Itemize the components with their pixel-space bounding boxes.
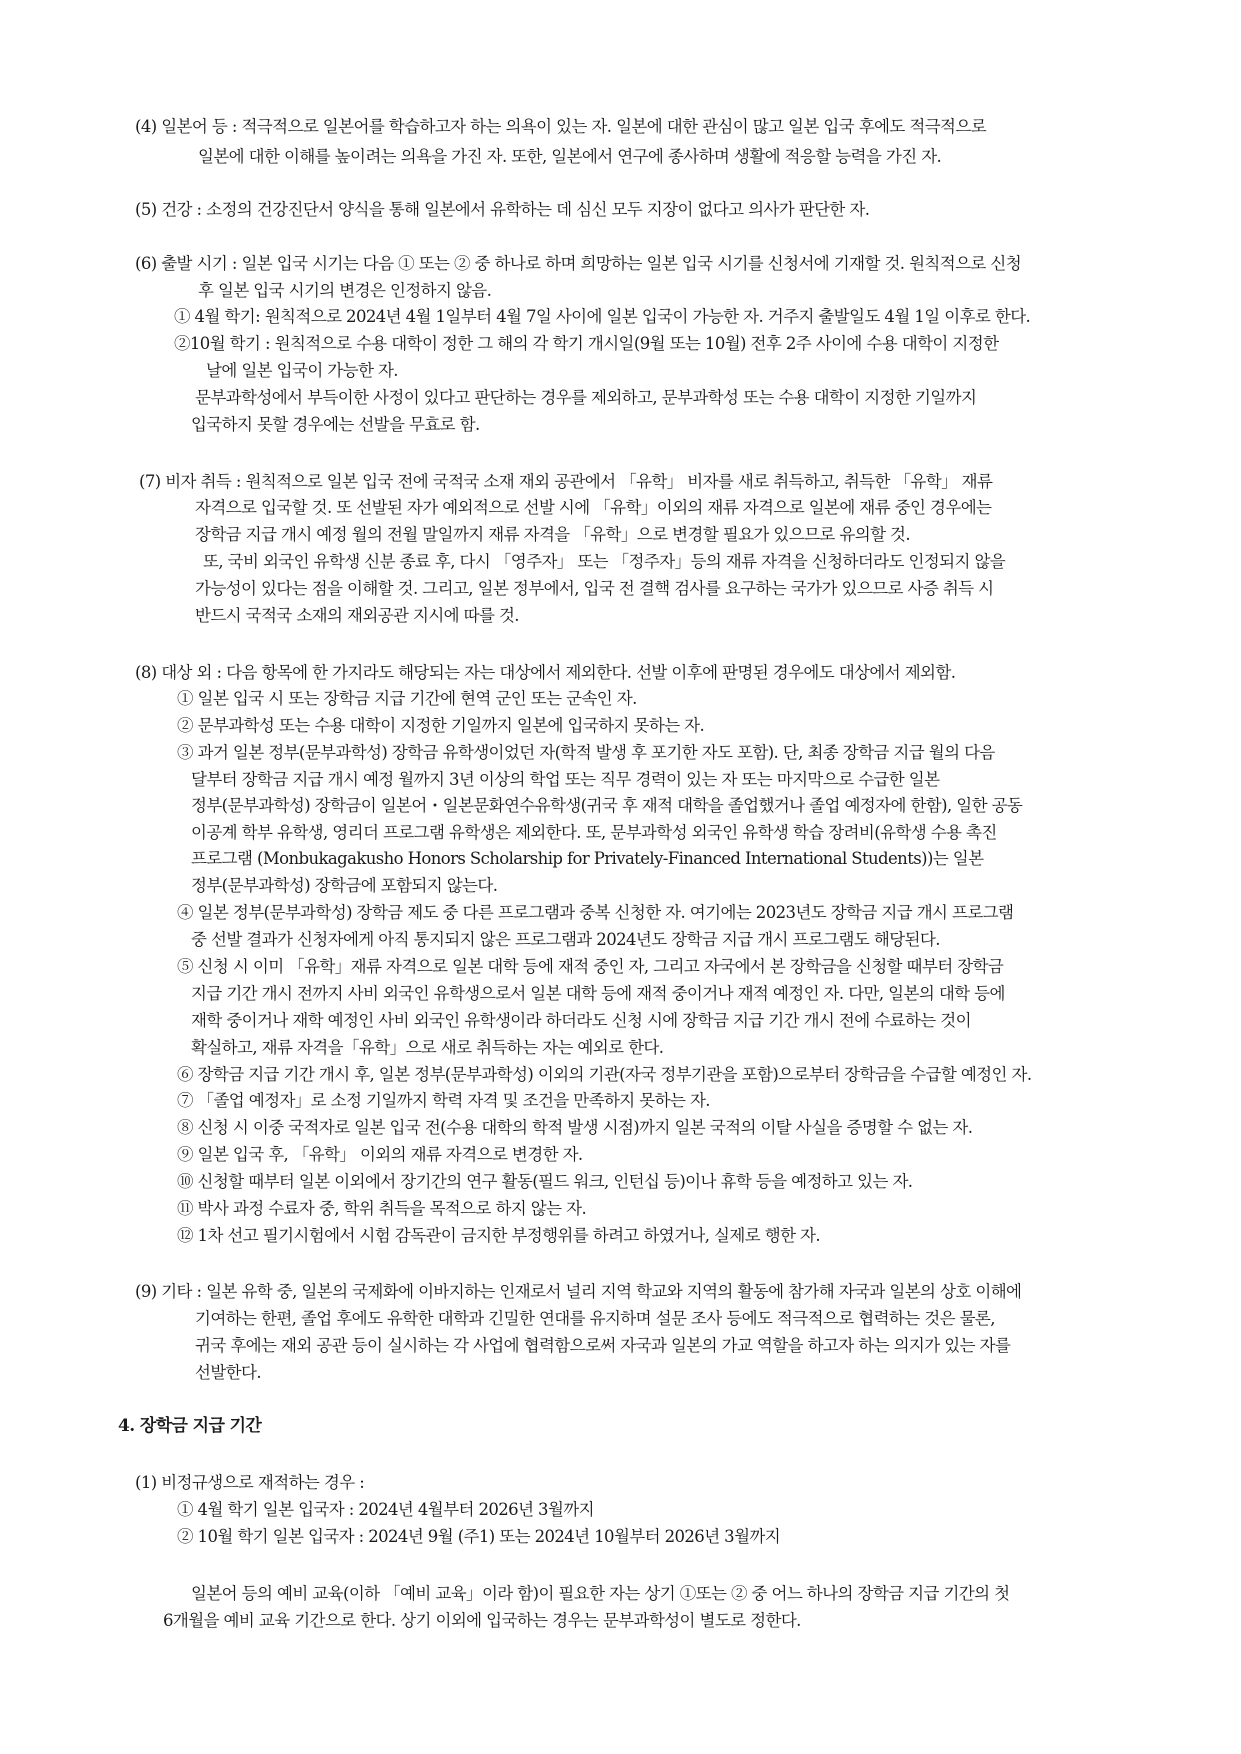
section-4-line-1: (4) 일본어 등 : 적극적으로 일본어를 학습하고자 하는 의욕이 있는 자. 일본에 대한 관심이 많고 일본 입국 후에도 적극적으로 bbox=[135, 117, 987, 136]
section-9-line-3: 귀국 후에는 재외 공관 등이 실시하는 각 사업에 협력함으로써 자국과 일본의 가교 역할을 하고자 하는 의지가 있는 자를 bbox=[195, 1336, 1011, 1355]
period-1-line-4: 일본어 등의 예비 교육(이하 「예비 교육」이라 함)이 필요한 자는 상기 ①또는 ② 중 어느 하나의 장학금 지급 기간의 첫 bbox=[191, 1584, 1010, 1603]
section-8-line-16: ⑥ 장학금 지급 기간 개시 후, 일본 정부(문부과학성) 이외의 기관(자국 정부기관을 포함)으로부터 장학금을 수급할 예정인 자. bbox=[177, 1065, 1032, 1084]
period-1-line-1: (1) 비정규생으로 재적하는 경우 : bbox=[135, 1473, 365, 1492]
period-1-line-2: ① 4월 학기 일본 입국자 : 2024년 4월부터 2026년 3월까지 bbox=[177, 1500, 594, 1519]
section-heading-4: 4. 장학금 지급 기간 bbox=[118, 1416, 262, 1436]
section-7-line-1: (7) 비자 취득 : 원칙적으로 일본 입국 전에 국적국 소재 재외 공관에서 「유학」 비자를 새로 취득하고, 취득한 「유학」 재류 bbox=[139, 472, 993, 491]
period-1-line-5: 6개월을 예비 교육 기간으로 한다. 상기 이외에 입국하는 경우는 문부과학성이 별도로 정한다. bbox=[163, 1611, 801, 1630]
section-5-line-1: (5) 건강 : 소정의 건강진단서 양식을 통해 일본에서 유학하는 데 심신 모두 지장이 없다고 의사가 판단한 자. bbox=[135, 200, 870, 219]
section-8-line-7: 이공계 학부 유학생, 영리더 프로그램 유학생은 제외한다. 또, 문부과학성 외국인 유학생 학습 장려비(유학생 수용 촉진 bbox=[191, 823, 997, 842]
section-8-line-15: 확실하고, 재류 자격을「유학」으로 새로 취득하는 자는 예외로 한다. bbox=[191, 1038, 664, 1057]
section-4-line-2: 일본에 대한 이해를 높이려는 의욕을 가진 자. 또한, 일본에서 연구에 종사하며 생활에 적응할 능력을 가진 자. bbox=[198, 147, 942, 166]
section-6-line-6: 문부과학성에서 부득이한 사정이 있다고 판단하는 경우를 제외하고, 문부과학성 또는 수용 대학이 지정한 기일까지 bbox=[195, 388, 977, 407]
section-8-line-13: 지급 기간 개시 전까지 사비 외국인 유학생으로서 일본 대학 등에 재적 중이거나 재적 예정인 자. 다만, 일본의 대학 등에 bbox=[191, 984, 1005, 1003]
section-8-line-14: 재학 중이거나 재학 예정인 사비 외국인 유학생이라 하더라도 신청 시에 장학금 지급 기간 개시 전에 수료하는 것이 bbox=[191, 1011, 971, 1030]
section-7-line-6: 반드시 국적국 소재의 재외공관 지시에 따를 것. bbox=[195, 606, 519, 625]
section-6-line-5: 날에 일본 입국이 가능한 자. bbox=[206, 361, 398, 380]
section-6-line-4: ②10월 학기 : 원칙적으로 수용 대학이 정한 그 해의 각 학기 개시일(9월 또는 10월) 전후 2주 사이에 수용 대학이 지정한 bbox=[174, 334, 999, 353]
section-9-line-4: 선발한다. bbox=[195, 1363, 262, 1382]
section-8-line-3: ② 문부과학성 또는 수용 대학이 지정한 기일까지 일본에 입국하지 못하는 자. bbox=[177, 716, 705, 735]
section-8-line-20: ⑩ 신청할 때부터 일본 이외에서 장기간의 연구 활동(필드 워크, 인턴십 등)이나 휴학 등을 예정하고 있는 자. bbox=[177, 1172, 913, 1191]
section-8-line-9: 정부(문부과학성) 장학금에 포함되지 않는다. bbox=[191, 876, 498, 895]
section-8-line-6: 정부(문부과학성) 장학금이 일본어・일본문화연수유학생(귀국 후 재적 대학을 졸업했거나 졸업 예정자에 한함), 일한 공동 bbox=[191, 796, 1023, 815]
section-8-line-10: ④ 일본 정부(문부과학성) 장학금 제도 중 다른 프로그램과 중복 신청한 자. 여기에는 2023년도 장학금 지급 개시 프로그램 bbox=[177, 903, 1014, 922]
section-7-line-5: 가능성이 있다는 점을 이해할 것. 그리고, 일본 정부에서, 입국 전 결핵 검사를 요구하는 국가가 있으므로 사증 취득 시 bbox=[195, 579, 994, 598]
period-1-line-3: ② 10월 학기 일본 입국자 : 2024년 9월 (주1) 또는 2024년 10월부터 2026년 3월까지 bbox=[177, 1527, 781, 1546]
section-9-line-2: 기여하는 한편, 졸업 후에도 유학한 대학과 긴밀한 연대를 유지하며 설문 조사 등에도 적극적으로 협력하는 것은 물론, bbox=[195, 1309, 995, 1328]
section-6-line-1: (6) 출발 시기 : 일본 입국 시기는 다음 ① 또는 ② 중 하나로 하며 희망하는 일본 입국 시기를 신청서에 기재할 것. 원칙적으로 신청 bbox=[135, 254, 1022, 273]
section-7-line-2: 자격으로 입국할 것. 또 선발된 자가 예외적으로 선발 시에 「유학」이외의 재류 자격으로 일본에 재류 중인 경우에는 bbox=[195, 498, 992, 517]
section-9-line-1: (9) 기타 : 일본 유학 중, 일본의 국제화에 이바지하는 인재로서 널리 지역 학교와 지역의 활동에 참가해 자국과 일본의 상호 이해에 bbox=[135, 1282, 1022, 1301]
section-8-line-2: ① 일본 입국 시 또는 장학금 지급 기간에 현역 군인 또는 군속인 자. bbox=[177, 689, 637, 708]
section-6-line-3: ① 4월 학기: 원칙적으로 2024년 4월 1일부터 4월 7일 사이에 일본 입국이 가능한 자. 거주지 출발일도 4월 1일 이후로 한다. bbox=[174, 307, 1031, 326]
section-8-line-18: ⑧ 신청 시 이중 국적자로 일본 입국 전(수용 대학의 학적 발생 시점)까지 일본 국적의 이탈 사실을 증명할 수 없는 자. bbox=[177, 1118, 973, 1137]
section-8-line-4: ③ 과거 일본 정부(문부과학성) 장학금 유학생이었던 자(학적 발생 후 포기한 자도 포함). 단, 최종 장학금 지급 월의 다음 bbox=[177, 743, 995, 762]
section-8-line-1: (8) 대상 외 : 다음 항목에 한 가지라도 해당되는 자는 대상에서 제외한다. 선발 이후에 판명된 경우에도 대상에서 제외함. bbox=[135, 663, 956, 682]
section-8-line-5: 달부터 장학금 지급 개시 예정 월까지 3년 이상의 학업 또는 직무 경력이 있는 자 또는 마지막으로 수급한 일본 bbox=[191, 770, 940, 789]
section-7-line-3: 장학금 지급 개시 예정 월의 전월 말일까지 재류 자격을 「유학」으로 변경할 필요가 있으므로 유의할 것. bbox=[195, 525, 911, 544]
section-7-line-4: 또, 국비 외국인 유학생 신분 종료 후, 다시 「영주자」 또는 「정주자」등의 재류 자격을 신청하더라도 인정되지 않을 bbox=[203, 552, 1006, 571]
section-8-line-11: 중 선발 결과가 신청자에게 아직 통지되지 않은 프로그램과 2024년도 장학금 지급 개시 프로그램도 해당된다. bbox=[191, 930, 940, 949]
section-8-line-17: ⑦ 「졸업 예정자」로 소정 기일까지 학력 자격 및 조건을 만족하지 못하는 자. bbox=[177, 1091, 710, 1110]
section-8-line-22: ⑫ 1차 선고 필기시험에서 시험 감독관이 금지한 부정행위를 하려고 하였거나, 실제로 행한 자. bbox=[177, 1226, 821, 1245]
section-8-line-12: ⑤ 신청 시 이미 「유학」재류 자격으로 일본 대학 등에 재적 중인 자, 그리고 자국에서 본 장학금을 신청할 때부터 장학금 bbox=[177, 957, 1004, 976]
section-8-line-21: ⑪ 박사 과정 수료자 중, 학위 취득을 목적으로 하지 않는 자. bbox=[177, 1199, 587, 1218]
section-6-line-2: 후 일본 입국 시기의 변경은 인정하지 않음. bbox=[198, 281, 492, 300]
section-8-line-8: 프로그램 (Monbukagakusho Honors Scholarship for Privately-Financed International Students))는 일본 bbox=[191, 849, 984, 868]
section-6-line-7: 입국하지 못할 경우에는 선발을 무효로 함. bbox=[191, 415, 480, 434]
section-8-line-19: ⑨ 일본 입국 후, 「유학」 이외의 재류 자격으로 변경한 자. bbox=[177, 1145, 583, 1164]
